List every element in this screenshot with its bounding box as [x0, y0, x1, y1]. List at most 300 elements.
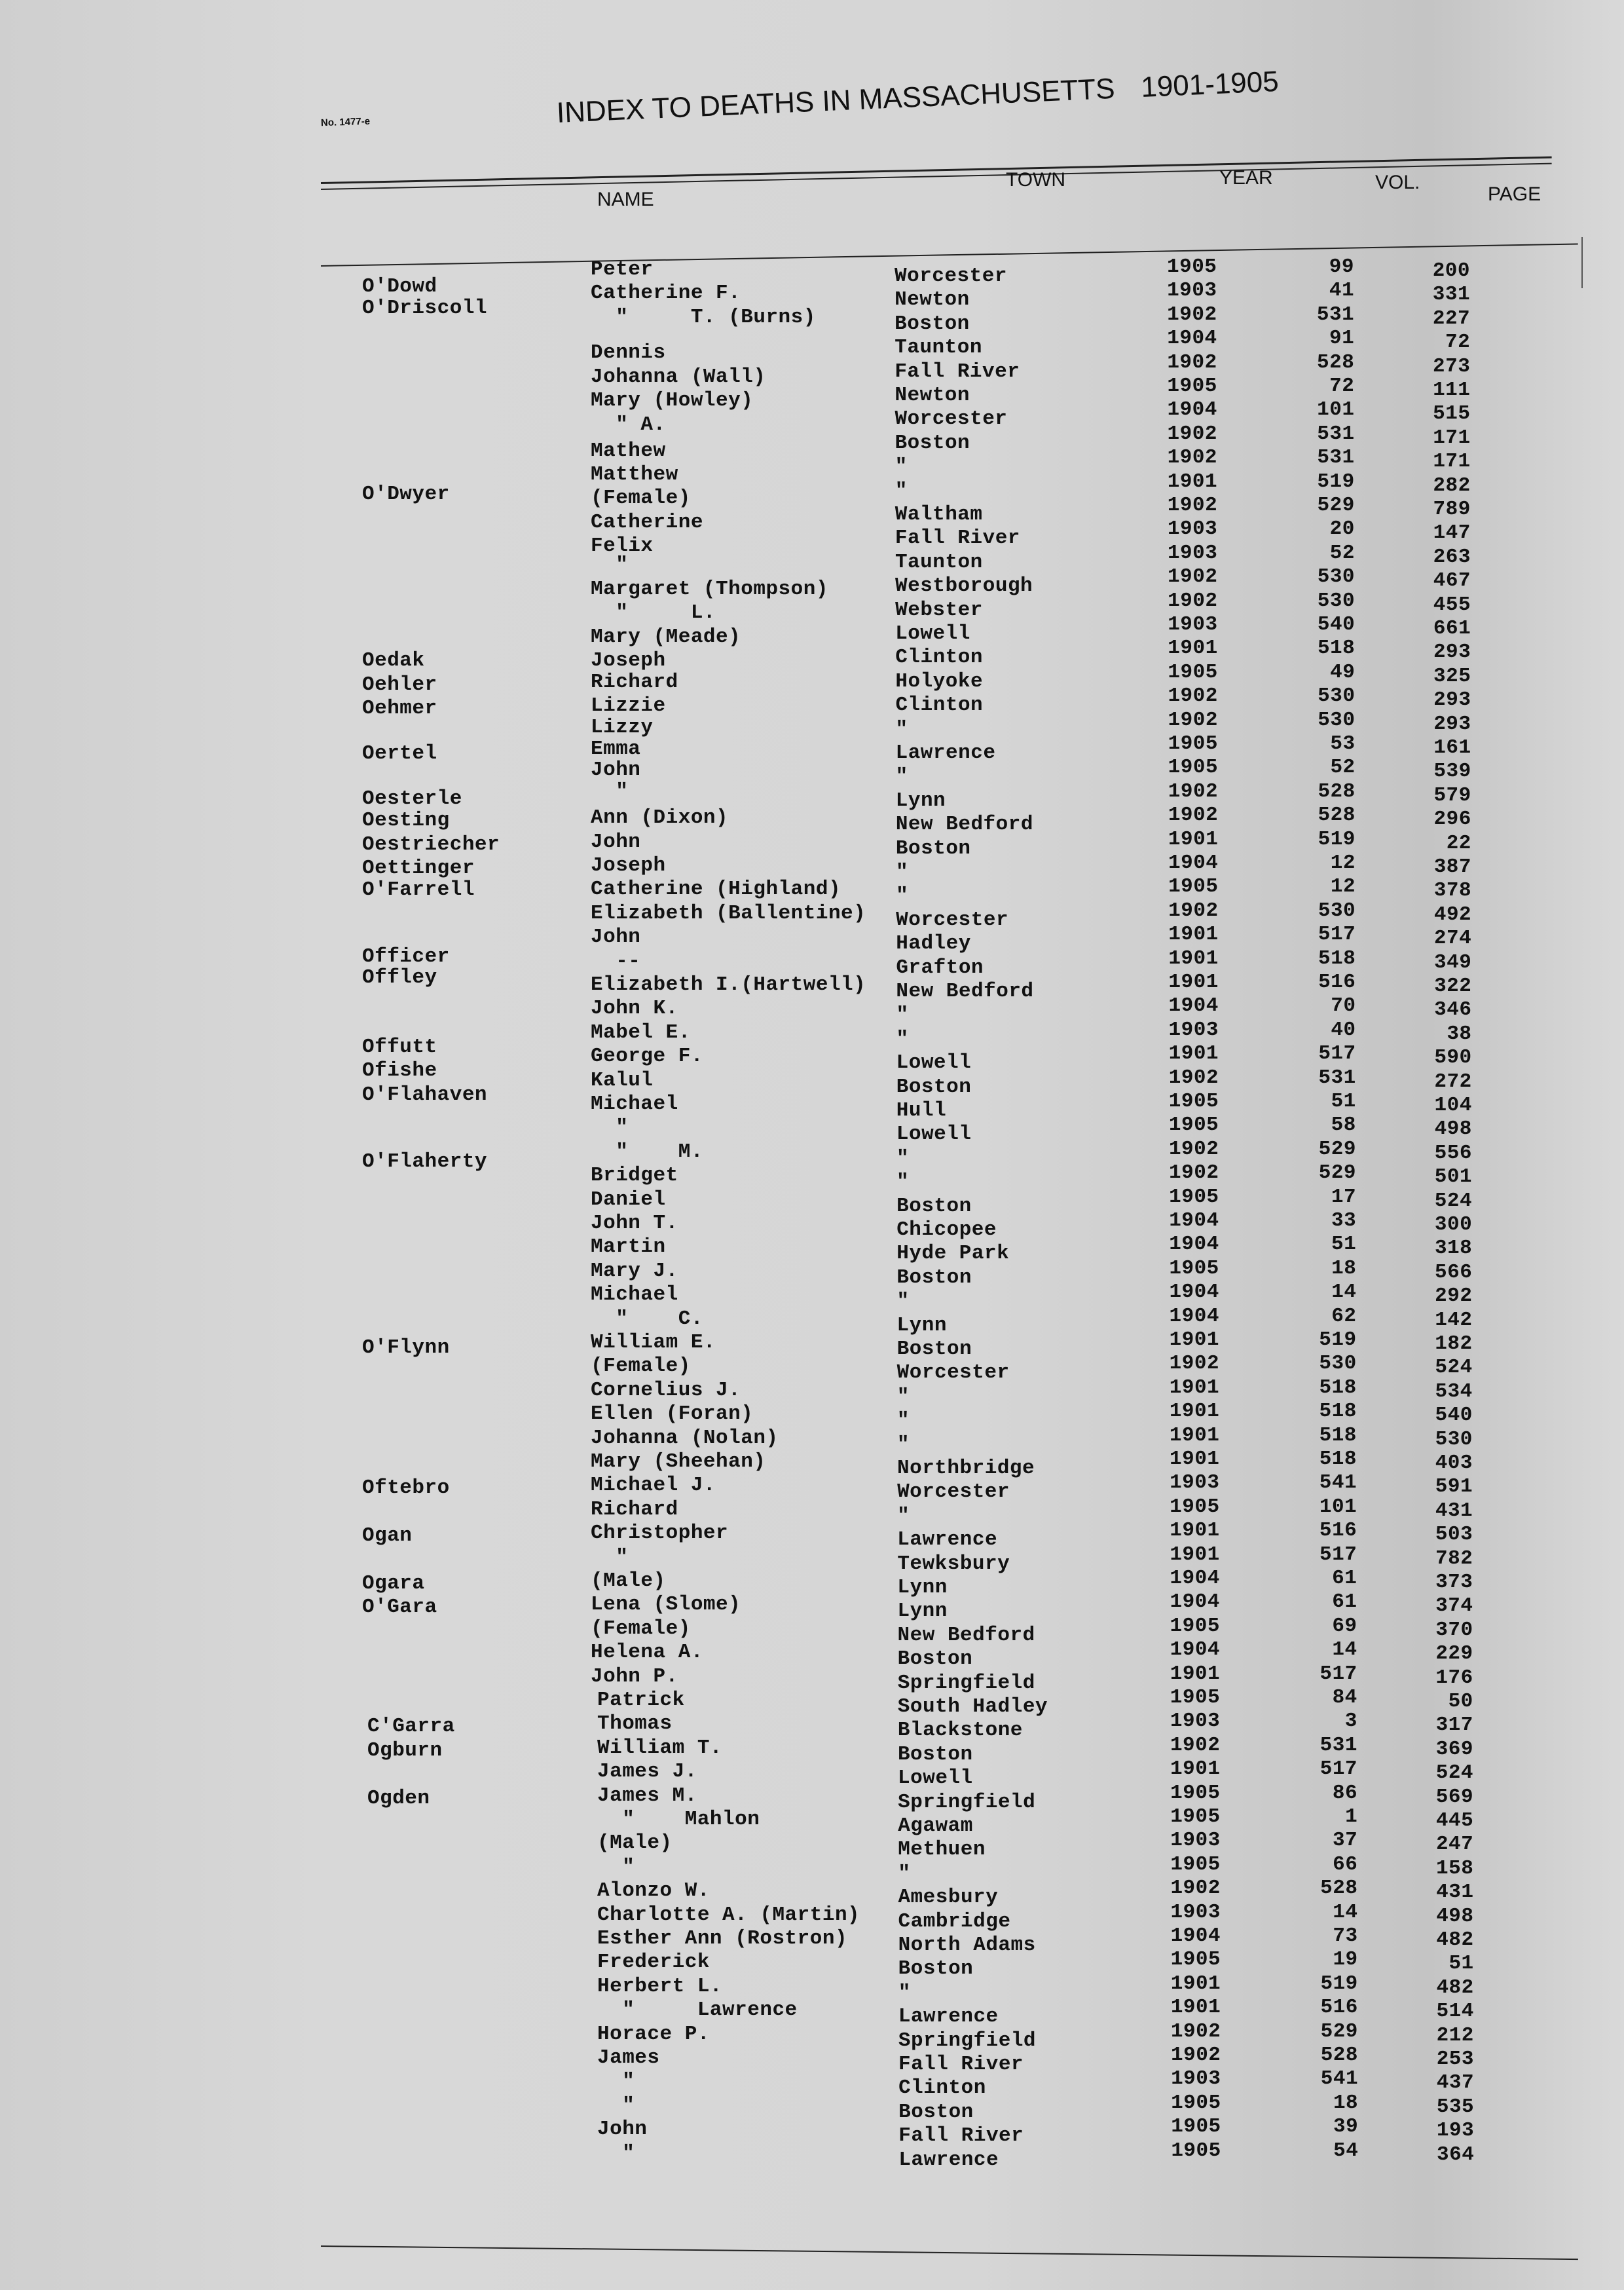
record-page: 374	[1435, 1594, 1473, 1618]
record-page: 556	[1434, 1141, 1472, 1165]
record-year: 1901	[1169, 1400, 1220, 1423]
record-year: 1905	[1167, 255, 1217, 278]
record-vol: 61	[1332, 1590, 1357, 1614]
record-page: 22	[1446, 831, 1471, 855]
record-vol: 53	[1330, 732, 1356, 755]
record-page: 515	[1433, 402, 1471, 426]
record-year: 1902	[1167, 350, 1217, 374]
record-year: 1904	[1169, 1281, 1219, 1304]
record-vol: 54	[1333, 2139, 1359, 2162]
record-vol: 33	[1331, 1209, 1357, 1232]
given-name: Joseph	[591, 648, 666, 672]
record-year: 1904	[1169, 1233, 1219, 1256]
record-town: Springfield	[897, 1671, 1035, 1695]
given-name: Bridget	[591, 1164, 678, 1188]
record-year: 1901	[1170, 1972, 1221, 1995]
record-town: New Bedford	[895, 813, 1033, 836]
record-vol: 518	[1319, 1448, 1357, 1471]
record-town: South Hadley	[897, 1695, 1048, 1718]
record-vol: 20	[1329, 517, 1355, 541]
given-name: Peter	[591, 258, 654, 281]
surname: Oettinger	[362, 857, 475, 880]
record-page: 182	[1435, 1332, 1473, 1355]
record-year: 1902	[1168, 565, 1218, 589]
record-vol: 517	[1320, 1662, 1357, 1685]
record-vol: 517	[1318, 1042, 1356, 1066]
record-vol: 530	[1318, 708, 1356, 732]
given-name: Elizabeth I.(Hartwell)	[591, 973, 866, 996]
given-name: James	[597, 2046, 660, 2069]
record-town: Newton	[895, 384, 970, 407]
given-name: John	[597, 2118, 648, 2141]
given-name: --	[591, 949, 641, 973]
record-year: 1904	[1168, 852, 1219, 874]
given-name: " M.	[591, 1140, 703, 1163]
record-vol: 73	[1333, 1924, 1358, 1947]
record-town: Fall River	[895, 527, 1020, 550]
record-year: 1902	[1171, 2044, 1221, 2067]
record-page: 530	[1435, 1427, 1473, 1451]
record-year: 1902	[1169, 1161, 1219, 1185]
given-name: (Male)	[597, 1831, 673, 1855]
record-year: 1903	[1170, 1471, 1220, 1495]
record-year: 1903	[1171, 2067, 1221, 2091]
record-page: 387	[1433, 855, 1471, 878]
record-page: 161	[1433, 736, 1471, 759]
record-page: 318	[1434, 1237, 1473, 1260]
record-page: 590	[1434, 1046, 1472, 1070]
surname: C'Garra	[367, 1715, 455, 1738]
record-town: Boston	[896, 1266, 972, 1289]
title-text: INDEX TO DEATHS IN MASSACHUSETTS	[555, 72, 1116, 129]
given-name: Mathew	[591, 439, 666, 462]
record-vol: 49	[1330, 660, 1356, 684]
record-town: "	[895, 455, 908, 479]
given-name: " T. (Burns)	[591, 305, 816, 329]
record-town: Blackstone	[897, 1719, 1023, 1742]
given-name: Cornelius J.	[591, 1378, 741, 1402]
record-town: Boston	[897, 1647, 973, 1671]
surname: Oehler	[362, 673, 437, 696]
record-year: 1901	[1170, 1543, 1220, 1566]
record-page: 346	[1434, 998, 1472, 1022]
record-town: Lawrence	[895, 741, 996, 764]
record-page: 364	[1437, 2143, 1475, 2166]
record-page: 482	[1436, 1928, 1474, 1951]
record-page: 273	[1433, 354, 1471, 378]
given-name: " C.	[591, 1307, 703, 1330]
record-page: 378	[1433, 879, 1472, 903]
record-town: "	[897, 1504, 910, 1528]
record-vol: 518	[1317, 637, 1356, 660]
given-name: Mabel E.	[591, 1021, 691, 1044]
record-town: "	[896, 1004, 909, 1027]
record-page: 403	[1435, 1452, 1473, 1474]
record-year: 1905	[1170, 1948, 1221, 1972]
record-year: 1903	[1168, 1018, 1219, 1042]
given-name: Daniel	[591, 1188, 666, 1211]
record-vol: 528	[1318, 779, 1356, 803]
record-page: 274	[1433, 927, 1472, 950]
record-year: 1902	[1168, 708, 1218, 732]
record-year: 1902	[1167, 303, 1217, 326]
record-vol: 39	[1333, 2115, 1359, 2139]
record-year: 1905	[1168, 1090, 1219, 1113]
record-vol: 528	[1318, 804, 1356, 827]
record-vol: 14	[1333, 1900, 1358, 1924]
record-vol: 531	[1317, 422, 1355, 445]
given-name: Johanna (Wall)	[591, 365, 766, 388]
record-year: 1903	[1167, 517, 1218, 541]
record-town: Springfield	[898, 2029, 1037, 2052]
given-name: John K.	[591, 997, 678, 1021]
record-page: 282	[1433, 474, 1471, 497]
surname: O'Dwyer	[362, 482, 450, 506]
record-page: 296	[1433, 808, 1471, 831]
surname: Ogburn	[367, 1738, 443, 1762]
record-page: 193	[1436, 2119, 1475, 2143]
surname: Ogden	[367, 1786, 430, 1810]
given-name: Dennis	[591, 341, 666, 365]
record-year: 1903	[1167, 279, 1217, 303]
record-town: Worcester	[896, 1361, 1010, 1385]
record-page: 331	[1432, 283, 1471, 307]
record-town: "	[896, 861, 909, 884]
given-name: John	[591, 759, 641, 782]
record-page: 782	[1435, 1547, 1473, 1570]
record-vol: 70	[1331, 994, 1356, 1018]
record-town: Agawam	[898, 1814, 973, 1837]
record-vol: 516	[1320, 1996, 1358, 2019]
surname: Ogan	[362, 1524, 413, 1548]
record-town: Boston	[896, 1075, 972, 1098]
record-vol: 517	[1318, 923, 1356, 947]
surname: Oesting	[362, 809, 450, 833]
given-name: Richard	[591, 670, 678, 694]
record-page: 789	[1433, 498, 1471, 521]
surname: Oesterle	[362, 787, 462, 811]
record-town: Lowell	[895, 622, 970, 645]
given-name: "	[597, 1855, 635, 1879]
record-year: 1905	[1171, 2091, 1221, 2114]
given-name: "	[591, 1545, 629, 1569]
record-vol: 531	[1318, 1066, 1356, 1089]
record-vol: 61	[1332, 1567, 1357, 1590]
record-page: 524	[1435, 1761, 1474, 1785]
surname: Ofishe	[362, 1059, 437, 1083]
surname: O'Gara	[362, 1596, 437, 1619]
record-town: North Adams	[898, 1934, 1036, 1957]
given-name: Michael	[591, 1283, 678, 1307]
record-page: 293	[1433, 712, 1471, 736]
record-page: 514	[1436, 2000, 1474, 2023]
given-name: Christopher	[591, 1522, 729, 1545]
record-vol: 530	[1318, 899, 1356, 922]
record-town: "	[898, 1981, 911, 2004]
record-year: 1905	[1171, 2139, 1221, 2162]
record-vol: 531	[1320, 1733, 1357, 1757]
record-page: 147	[1433, 521, 1471, 545]
record-page: 293	[1433, 641, 1471, 664]
record-vol: 86	[1332, 1781, 1358, 1805]
given-name: Frederick	[597, 1951, 710, 1974]
given-name: John P.	[591, 1664, 678, 1688]
record-year: 1901	[1170, 1448, 1220, 1471]
record-year: 1904	[1168, 994, 1219, 1018]
record-town: Lynn	[896, 1313, 947, 1337]
record-town: "	[896, 1171, 910, 1194]
record-year: 1902	[1167, 494, 1218, 517]
record-vol: 528	[1320, 1877, 1358, 1900]
record-page: 51	[1449, 1952, 1474, 1976]
record-vol: 62	[1331, 1304, 1357, 1328]
given-name: Matthew	[591, 463, 678, 487]
record-vol: 529	[1318, 1137, 1356, 1161]
record-page: 272	[1434, 1070, 1472, 1093]
record-year: 1905	[1168, 660, 1218, 684]
record-year: 1901	[1169, 1423, 1220, 1447]
record-vol: 51	[1331, 1233, 1357, 1256]
surname: Officer	[362, 945, 450, 968]
record-page: 176	[1435, 1666, 1473, 1689]
record-page: 467	[1433, 569, 1471, 593]
record-vol: 528	[1317, 350, 1355, 374]
given-name: Charlotte A. (Martin)	[597, 1903, 860, 1926]
record-year: 1904	[1169, 1304, 1219, 1328]
given-name: Ellen (Foran)	[591, 1402, 754, 1426]
record-page: 498	[1434, 1117, 1472, 1141]
record-vol: 529	[1317, 494, 1355, 517]
given-name: William T.	[597, 1736, 723, 1759]
given-name: "	[591, 780, 629, 804]
record-year: 1901	[1168, 947, 1219, 970]
record-town: "	[896, 1146, 910, 1170]
record-year: 1901	[1169, 1376, 1220, 1399]
given-name: John	[591, 830, 641, 854]
record-vol: 72	[1329, 375, 1355, 398]
record-vol: 14	[1332, 1638, 1357, 1662]
column-header-page: PAGE	[1488, 183, 1541, 205]
record-year: 1905	[1170, 1686, 1221, 1709]
record-page: 247	[1435, 1833, 1474, 1856]
record-page: 253	[1436, 2048, 1474, 2071]
record-town: "	[896, 1027, 909, 1051]
record-vol: 530	[1318, 685, 1356, 708]
given-name: (Male)	[591, 1569, 666, 1592]
record-year: 1901	[1169, 1328, 1220, 1351]
record-vol: 101	[1319, 1495, 1357, 1518]
surname: O'Flaherty	[362, 1150, 488, 1173]
record-town: "	[895, 717, 908, 741]
record-page: 534	[1435, 1380, 1473, 1403]
record-vol: 52	[1330, 756, 1356, 779]
record-year: 1905	[1169, 1256, 1219, 1280]
given-name: Michael J.	[591, 1474, 716, 1497]
record-vol: 519	[1319, 1328, 1357, 1351]
record-year: 1902	[1168, 779, 1219, 803]
given-name: (Female)	[591, 1355, 691, 1378]
record-page: 540	[1435, 1404, 1473, 1427]
record-vol: 529	[1318, 1161, 1357, 1185]
record-year: 1901	[1168, 1042, 1219, 1066]
record-town: Waltham	[895, 503, 983, 526]
record-vol: 1	[1345, 1805, 1358, 1828]
record-vol: 530	[1319, 1352, 1357, 1376]
column-header-year: YEAR	[1219, 167, 1273, 189]
given-name: Esther Ann (Rostron)	[597, 1927, 848, 1950]
record-page: 300	[1434, 1213, 1473, 1236]
record-page: 524	[1435, 1356, 1473, 1380]
record-page: 498	[1436, 1904, 1474, 1928]
record-page: 482	[1436, 1976, 1474, 1999]
record-page: 227	[1432, 307, 1471, 330]
record-page: 501	[1434, 1165, 1473, 1189]
record-town: Lynn	[895, 789, 946, 812]
record-page: 579	[1433, 783, 1471, 807]
record-page: 212	[1436, 2023, 1474, 2047]
record-page: 431	[1436, 1881, 1474, 1904]
record-town: Fall River	[895, 360, 1020, 383]
record-town: Lowell	[896, 1051, 972, 1075]
record-year: 1903	[1170, 1710, 1221, 1733]
given-name: Helena A.	[591, 1641, 703, 1664]
record-year: 1904	[1169, 1209, 1219, 1232]
given-name: Mary (Meade)	[591, 625, 741, 648]
record-year: 1905	[1170, 1614, 1220, 1638]
record-year: 1904	[1170, 1567, 1220, 1590]
record-town: Lawrence	[897, 1528, 998, 1552]
record-vol: 19	[1333, 1948, 1358, 1972]
title-years: 1901-1905	[1140, 65, 1280, 104]
record-page: 445	[1435, 1809, 1474, 1832]
record-year: 1901	[1170, 1519, 1220, 1543]
record-year: 1902	[1169, 1352, 1220, 1376]
record-vol: 99	[1329, 255, 1354, 278]
record-page: 325	[1433, 664, 1471, 688]
given-name: James M.	[597, 1784, 697, 1807]
record-page: 142	[1435, 1308, 1473, 1332]
given-name: Mary (Sheehan)	[591, 1450, 766, 1473]
record-year: 1901	[1168, 923, 1219, 947]
given-name: Lena (Slome)	[591, 1593, 741, 1617]
record-year: 1904	[1170, 1924, 1221, 1947]
record-page: 349	[1434, 950, 1472, 974]
record-town: "	[896, 884, 909, 908]
record-year: 1904	[1170, 1590, 1220, 1614]
record-town: Worcester	[896, 908, 1009, 931]
given-name: Catherine F.	[591, 282, 741, 305]
record-town: Newton	[895, 288, 970, 312]
record-vol: 40	[1331, 1018, 1356, 1042]
record-year: 1901	[1168, 971, 1219, 994]
record-year: 1903	[1170, 1900, 1221, 1924]
record-town: Boston	[896, 1338, 972, 1361]
record-town: Westborough	[895, 574, 1033, 598]
record-town: Hadley	[896, 932, 971, 956]
given-name: Kalul	[591, 1068, 654, 1092]
record-vol: 529	[1320, 2019, 1358, 2043]
record-town: Northbridge	[897, 1457, 1035, 1480]
given-name: " Lawrence	[597, 1999, 798, 2022]
surname: Offutt	[362, 1036, 437, 1059]
record-town: Lawrence	[898, 2005, 999, 2029]
given-name: " A.	[591, 413, 666, 436]
record-page: 317	[1435, 1714, 1473, 1737]
record-town: Boston	[896, 1194, 972, 1218]
record-town: Tewksbury	[897, 1552, 1010, 1575]
record-vol: 518	[1319, 1376, 1357, 1399]
record-town: Amesbury	[898, 1886, 999, 1909]
surname: O'Driscoll	[362, 296, 488, 320]
record-page: 72	[1445, 331, 1471, 354]
record-vol: 14	[1331, 1281, 1357, 1304]
record-vol: 58	[1331, 1114, 1356, 1137]
record-page: 369	[1435, 1737, 1473, 1761]
record-town: "	[895, 479, 908, 502]
record-year: 1901	[1170, 1757, 1221, 1781]
record-vol: 519	[1318, 827, 1356, 851]
record-page: 158	[1436, 1856, 1474, 1880]
record-page: 455	[1433, 593, 1471, 616]
record-page: 171	[1433, 450, 1471, 474]
record-year: 1901	[1170, 1996, 1221, 2019]
record-town: Worcester	[897, 1480, 1010, 1504]
record-vol: 66	[1333, 1852, 1358, 1876]
record-vol: 516	[1319, 1519, 1357, 1543]
given-name: Margaret (Thompson)	[591, 577, 828, 601]
surname: O'Dowd	[362, 274, 437, 298]
record-town: Springfield	[898, 1790, 1036, 1814]
record-page: 535	[1436, 2095, 1475, 2118]
given-name: Richard	[591, 1497, 678, 1521]
record-vol: 69	[1332, 1614, 1357, 1638]
record-town: Grafton	[896, 956, 984, 979]
given-name: Mary J.	[591, 1259, 678, 1283]
record-town: "	[898, 1862, 911, 1885]
record-year: 1901	[1167, 470, 1218, 493]
record-town: Taunton	[895, 336, 982, 360]
record-vol: 51	[1331, 1090, 1356, 1113]
record-year: 1905	[1170, 1495, 1220, 1518]
record-vol: 18	[1331, 1256, 1357, 1280]
given-name: Catherine (Highland)	[591, 878, 841, 901]
column-header-town: TOWN	[1006, 169, 1066, 191]
record-town: Holyoke	[895, 669, 984, 693]
record-vol: 516	[1318, 971, 1356, 994]
given-name: Martin	[591, 1235, 666, 1259]
record-page: 229	[1435, 1642, 1473, 1666]
surname: Oestriecher	[362, 833, 500, 856]
surname: Ogara	[362, 1572, 425, 1595]
record-town: Boston	[895, 312, 970, 335]
given-name: Thomas	[597, 1712, 673, 1736]
record-town: Chicopee	[896, 1218, 997, 1241]
record-vol: 518	[1319, 1400, 1357, 1423]
record-town: Clinton	[895, 646, 983, 669]
record-year: 1903	[1167, 541, 1218, 565]
record-page: 370	[1435, 1618, 1473, 1642]
record-year: 1904	[1167, 327, 1217, 350]
record-town: Clinton	[898, 2076, 986, 2100]
record-town: Boston	[895, 431, 970, 455]
record-year: 1902	[1167, 446, 1218, 470]
record-vol: 530	[1317, 589, 1356, 612]
given-name: Joseph	[591, 854, 666, 877]
given-name: Horace P.	[597, 2022, 710, 2046]
given-name: James J.	[597, 1760, 697, 1784]
record-town: Lynn	[897, 1600, 948, 1623]
surname: O'Flahaven	[362, 1083, 488, 1106]
